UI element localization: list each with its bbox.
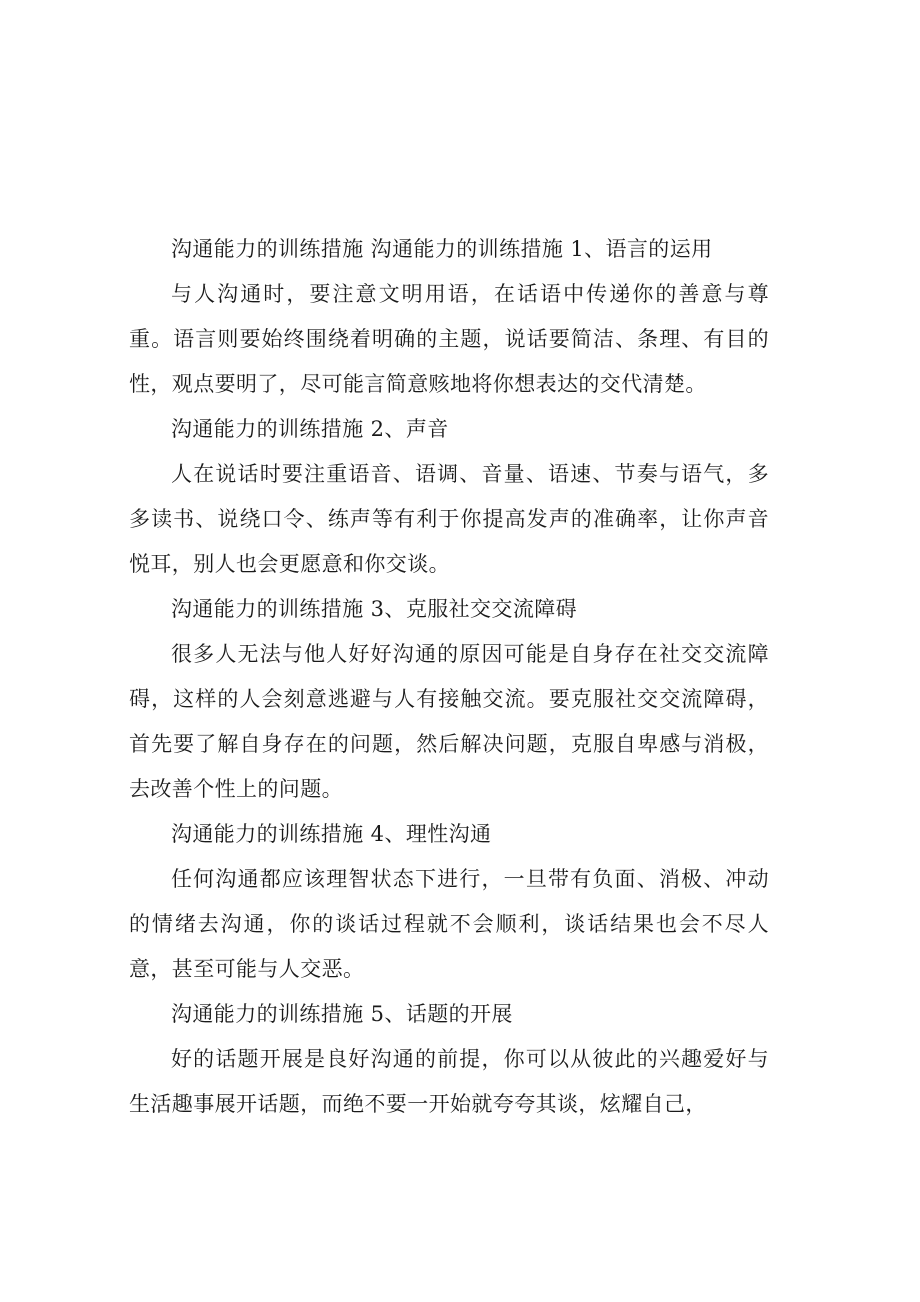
paragraph-heading-5: 沟通能力的训练措施 5、话题的开展	[171, 1002, 513, 1026]
paragraph-heading-4: 沟通能力的训练措施 4、理性沟通	[171, 822, 492, 846]
paragraph-heading-2: 沟通能力的训练措施 2、声音	[171, 417, 449, 441]
paragraph-heading-3: 沟通能力的训练措施 3、克服社交交流障碍	[171, 597, 578, 621]
paragraph-body-3: 很多人无法与他人好好沟通的原因可能是自身存在社交交流障碍，这样的人会刻意逃避与人有接触交流。要克服社交交流障碍，首先要了解自身存在的问题，然后解决问题，克服自卑感与消极，去改善个性上的问题。	[129, 642, 769, 801]
paragraph-body-4: 任何沟通都应该理智状态下进行，一旦带有负面、消极、冲动的情绪去沟通，你的谈话过程就不会顺利，谈话结果也会不尽人意，甚至可能与人交恶。	[129, 867, 769, 981]
paragraph-heading-1: 沟通能力的训练措施 沟通能力的训练措施 1、语言的运用	[171, 237, 713, 261]
paragraph-body-2: 人在说话时要注重语音、语调、音量、语速、节奏与语气，多多读书、说绕口令、练声等有利于你提高发声的准确率，让你声音悦耳，别人也会更愿意和你交谈。	[129, 462, 769, 576]
document-body	[129, 227, 769, 1127]
paragraph-body-1: 与人沟通时，要注意文明用语，在话语中传递你的善意与尊重。语言则要始终围绕着明确的主题，说话要简洁、条理、有目的性，观点要明了，尽可能言简意赅地将你想表达的交代清楚。	[129, 282, 769, 396]
paragraph-body-5: 好的话题开展是良好沟通的前提，你可以从彼此的兴趣爱好与生活趣事展开话题，而绝不要一开始就夸夸其谈，炫耀自己，	[129, 1047, 769, 1116]
